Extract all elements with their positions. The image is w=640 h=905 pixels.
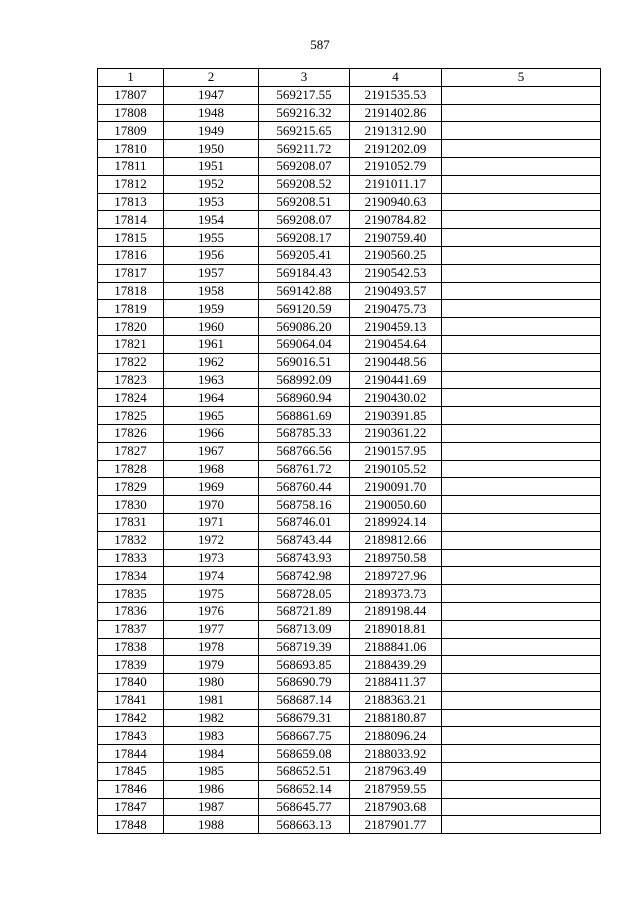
- table-cell: 569215.65: [259, 122, 350, 140]
- table-cell: 569142.88: [259, 282, 350, 300]
- table-row: [98, 602, 601, 620]
- table-cell: 2188033.92: [350, 745, 442, 763]
- table-cell: 569211.72: [259, 140, 350, 158]
- table-cell: 17822: [98, 353, 164, 371]
- table-cell: [442, 620, 601, 638]
- table-cell: 17836: [98, 602, 164, 620]
- table-cell: 17828: [98, 460, 164, 478]
- table-cell: 2190157.95: [350, 442, 442, 460]
- table-cell: 568721.89: [259, 602, 350, 620]
- table-cell: 2190091.70: [350, 478, 442, 496]
- table-row: [98, 86, 601, 104]
- table-cell: 17811: [98, 157, 164, 175]
- table-cell: 17830: [98, 496, 164, 514]
- table-row: [98, 140, 601, 158]
- table-cell: [442, 763, 601, 781]
- table-cell: 569120.59: [259, 300, 350, 318]
- table-cell: 1959: [164, 300, 259, 318]
- table-cell: 2187959.55: [350, 780, 442, 798]
- table-cell: 1949: [164, 122, 259, 140]
- table-row: [98, 407, 601, 425]
- table-cell: 2190441.69: [350, 371, 442, 389]
- column-header: 4: [350, 69, 442, 87]
- table-cell: 1964: [164, 389, 259, 407]
- table-cell: 1963: [164, 371, 259, 389]
- table-cell: 17844: [98, 745, 164, 763]
- table-cell: 1955: [164, 229, 259, 247]
- column-header: 2: [164, 69, 259, 87]
- table-cell: 569208.07: [259, 157, 350, 175]
- table-cell: 1947: [164, 86, 259, 104]
- table-cell: 1948: [164, 104, 259, 122]
- table-cell: 17824: [98, 389, 164, 407]
- table-cell: 568679.31: [259, 709, 350, 727]
- table-cell: 17809: [98, 122, 164, 140]
- table-row: [98, 763, 601, 781]
- table-cell: [442, 175, 601, 193]
- table-cell: [442, 122, 601, 140]
- table-cell: 1972: [164, 531, 259, 549]
- table-cell: 2189198.44: [350, 602, 442, 620]
- table-cell: 1975: [164, 585, 259, 603]
- table-cell: [442, 656, 601, 674]
- table-cell: 2190759.40: [350, 229, 442, 247]
- table-cell: 2190391.85: [350, 407, 442, 425]
- table-cell: 568742.98: [259, 567, 350, 585]
- table-cell: 17835: [98, 585, 164, 603]
- table-cell: 17821: [98, 335, 164, 353]
- table-row: [98, 246, 601, 264]
- table-cell: 17823: [98, 371, 164, 389]
- table-cell: 17841: [98, 691, 164, 709]
- table-cell: [442, 478, 601, 496]
- table-cell: 1979: [164, 656, 259, 674]
- table-cell: [442, 496, 601, 514]
- table-cell: 2188363.21: [350, 691, 442, 709]
- table-cell: [442, 602, 601, 620]
- table-cell: 2190459.13: [350, 318, 442, 336]
- table-cell: 1954: [164, 211, 259, 229]
- table-cell: [442, 318, 601, 336]
- table-cell: 1986: [164, 780, 259, 798]
- table-cell: 1957: [164, 264, 259, 282]
- table-cell: [442, 229, 601, 247]
- table-row: [98, 175, 601, 193]
- table-cell: 2189373.73: [350, 585, 442, 603]
- table-cell: [442, 353, 601, 371]
- table-cell: [442, 424, 601, 442]
- table-cell: 568663.13: [259, 816, 350, 834]
- table-cell: 17847: [98, 798, 164, 816]
- table-row: [98, 674, 601, 692]
- table-cell: [442, 816, 601, 834]
- table-cell: 568667.75: [259, 727, 350, 745]
- page-number: 587: [310, 37, 330, 52]
- table-row: [98, 798, 601, 816]
- table-cell: 17812: [98, 175, 164, 193]
- table-row: [98, 353, 601, 371]
- table-cell: 2191202.09: [350, 140, 442, 158]
- table-row: [98, 709, 601, 727]
- table-row: [98, 496, 601, 514]
- table-cell: 2191011.17: [350, 175, 442, 193]
- table-row: [98, 211, 601, 229]
- table-row: [98, 727, 601, 745]
- table-cell: [442, 442, 601, 460]
- table-cell: 1971: [164, 513, 259, 531]
- table-cell: 17817: [98, 264, 164, 282]
- table-cell: 2188411.37: [350, 674, 442, 692]
- table-cell: 1970: [164, 496, 259, 514]
- table-cell: 17807: [98, 86, 164, 104]
- table-cell: 1962: [164, 353, 259, 371]
- table-cell: [442, 282, 601, 300]
- table-cell: 17827: [98, 442, 164, 460]
- table-cell: 17837: [98, 620, 164, 638]
- table-cell: [442, 549, 601, 567]
- table-cell: [442, 745, 601, 763]
- table-row: [98, 620, 601, 638]
- table-cell: 2188096.24: [350, 727, 442, 745]
- table-cell: 17826: [98, 424, 164, 442]
- table-cell: 17813: [98, 193, 164, 211]
- table-cell: 2187901.77: [350, 816, 442, 834]
- table-cell: [442, 211, 601, 229]
- table-row: [98, 335, 601, 353]
- table-cell: 1960: [164, 318, 259, 336]
- table-cell: 1950: [164, 140, 259, 158]
- table-cell: [442, 531, 601, 549]
- table-cell: 2190050.60: [350, 496, 442, 514]
- coordinates-table: [97, 68, 601, 834]
- table-cell: 17843: [98, 727, 164, 745]
- table-row: [98, 549, 601, 567]
- table-cell: 2190940.63: [350, 193, 442, 211]
- table-cell: 568960.94: [259, 389, 350, 407]
- table-row: [98, 193, 601, 211]
- table-body: [98, 86, 601, 833]
- table-row: [98, 585, 601, 603]
- table-row: [98, 104, 601, 122]
- table-cell: 1980: [164, 674, 259, 692]
- table-cell: [442, 585, 601, 603]
- table-row: [98, 780, 601, 798]
- table-cell: [442, 460, 601, 478]
- table-cell: [442, 407, 601, 425]
- table-cell: 17840: [98, 674, 164, 692]
- table-cell: 17829: [98, 478, 164, 496]
- table-row: [98, 229, 601, 247]
- table-cell: 1956: [164, 246, 259, 264]
- table-cell: 568728.05: [259, 585, 350, 603]
- table-header-row: [98, 69, 601, 87]
- table-cell: 17839: [98, 656, 164, 674]
- table-row: [98, 478, 601, 496]
- table-cell: 568861.69: [259, 407, 350, 425]
- table-cell: [442, 691, 601, 709]
- table-cell: 17838: [98, 638, 164, 656]
- table-cell: [442, 567, 601, 585]
- table-cell: [442, 335, 601, 353]
- table-row: [98, 424, 601, 442]
- table-cell: 1984: [164, 745, 259, 763]
- table-cell: 17848: [98, 816, 164, 834]
- table-cell: 1987: [164, 798, 259, 816]
- table-cell: 1952: [164, 175, 259, 193]
- table-cell: 17846: [98, 780, 164, 798]
- table-cell: [442, 674, 601, 692]
- table-cell: 1988: [164, 816, 259, 834]
- table-row: [98, 300, 601, 318]
- column-header: 3: [259, 69, 350, 87]
- table-cell: 2190493.57: [350, 282, 442, 300]
- table-row: [98, 371, 601, 389]
- table-cell: 2191312.90: [350, 122, 442, 140]
- table-cell: 569208.51: [259, 193, 350, 211]
- table-cell: 1969: [164, 478, 259, 496]
- table-cell: 568719.39: [259, 638, 350, 656]
- table-cell: 568758.16: [259, 496, 350, 514]
- table-cell: 2187963.49: [350, 763, 442, 781]
- table-cell: [442, 264, 601, 282]
- table-cell: 17814: [98, 211, 164, 229]
- table-cell: 1951: [164, 157, 259, 175]
- table-cell: 17834: [98, 567, 164, 585]
- table-cell: [442, 157, 601, 175]
- table-cell: [442, 709, 601, 727]
- table-cell: 17816: [98, 246, 164, 264]
- table-cell: 568746.01: [259, 513, 350, 531]
- table-cell: 2189018.81: [350, 620, 442, 638]
- table-row: [98, 264, 601, 282]
- table-row: [98, 157, 601, 175]
- table-cell: 2190361.22: [350, 424, 442, 442]
- table-cell: 569208.07: [259, 211, 350, 229]
- table-cell: [442, 638, 601, 656]
- table-cell: 569184.43: [259, 264, 350, 282]
- table-cell: 2190475.73: [350, 300, 442, 318]
- table-cell: 1978: [164, 638, 259, 656]
- table-cell: 1965: [164, 407, 259, 425]
- table-cell: 17833: [98, 549, 164, 567]
- table-cell: [442, 389, 601, 407]
- table-cell: 569086.20: [259, 318, 350, 336]
- table-cell: 2189812.66: [350, 531, 442, 549]
- table-row: [98, 638, 601, 656]
- table-cell: [442, 513, 601, 531]
- table-cell: 568743.93: [259, 549, 350, 567]
- table-cell: 2187903.68: [350, 798, 442, 816]
- table-cell: 2191052.79: [350, 157, 442, 175]
- table-cell: 568652.14: [259, 780, 350, 798]
- table-cell: [442, 86, 601, 104]
- column-header: 5: [442, 69, 601, 87]
- table-row: [98, 531, 601, 549]
- table-row: [98, 282, 601, 300]
- table-row: [98, 122, 601, 140]
- table-cell: 17845: [98, 763, 164, 781]
- table-row: [98, 745, 601, 763]
- table-cell: 2188439.29: [350, 656, 442, 674]
- table-cell: 568760.44: [259, 478, 350, 496]
- table-cell: 1953: [164, 193, 259, 211]
- table-cell: 2190105.52: [350, 460, 442, 478]
- table-cell: 2191402.86: [350, 104, 442, 122]
- table-cell: 1973: [164, 549, 259, 567]
- table-cell: 1958: [164, 282, 259, 300]
- table-cell: 568659.08: [259, 745, 350, 763]
- table-cell: 2189924.14: [350, 513, 442, 531]
- table-cell: [442, 780, 601, 798]
- table-cell: 568687.14: [259, 691, 350, 709]
- table-cell: 2190784.82: [350, 211, 442, 229]
- table-cell: 17810: [98, 140, 164, 158]
- table-cell: 17808: [98, 104, 164, 122]
- table-cell: 568713.09: [259, 620, 350, 638]
- table-cell: 2190430.02: [350, 389, 442, 407]
- table-cell: 568743.44: [259, 531, 350, 549]
- table-cell: 17820: [98, 318, 164, 336]
- table-cell: 2191535.53: [350, 86, 442, 104]
- table-row: [98, 513, 601, 531]
- table-cell: 1974: [164, 567, 259, 585]
- table-cell: 569208.52: [259, 175, 350, 193]
- table-cell: 2190560.25: [350, 246, 442, 264]
- table-cell: [442, 727, 601, 745]
- table-cell: 2190448.56: [350, 353, 442, 371]
- table-cell: 1976: [164, 602, 259, 620]
- table-cell: [442, 193, 601, 211]
- table-cell: 2188180.87: [350, 709, 442, 727]
- table-cell: 1966: [164, 424, 259, 442]
- table-cell: 17831: [98, 513, 164, 531]
- table-cell: 568690.79: [259, 674, 350, 692]
- table-cell: 2190542.53: [350, 264, 442, 282]
- table-cell: [442, 371, 601, 389]
- table-cell: 1982: [164, 709, 259, 727]
- table-cell: 1983: [164, 727, 259, 745]
- table-cell: 569216.32: [259, 104, 350, 122]
- table-cell: 569205.41: [259, 246, 350, 264]
- table-row: [98, 460, 601, 478]
- column-header: 1: [98, 69, 164, 87]
- table-cell: 568693.85: [259, 656, 350, 674]
- table-cell: 17818: [98, 282, 164, 300]
- table-cell: [442, 104, 601, 122]
- table-cell: [442, 246, 601, 264]
- table-cell: [442, 798, 601, 816]
- table-cell: 569208.17: [259, 229, 350, 247]
- table-cell: 17832: [98, 531, 164, 549]
- table-cell: 568766.56: [259, 442, 350, 460]
- table-cell: 17819: [98, 300, 164, 318]
- table-cell: 568785.33: [259, 424, 350, 442]
- table-cell: 1981: [164, 691, 259, 709]
- table-cell: 1985: [164, 763, 259, 781]
- table-row: [98, 816, 601, 834]
- table-cell: 1968: [164, 460, 259, 478]
- table-cell: 17842: [98, 709, 164, 727]
- table-cell: 1977: [164, 620, 259, 638]
- table-cell: 2190454.64: [350, 335, 442, 353]
- table-cell: 17825: [98, 407, 164, 425]
- table-row: [98, 389, 601, 407]
- table-cell: 568761.72: [259, 460, 350, 478]
- table-cell: 568992.09: [259, 371, 350, 389]
- table-cell: [442, 300, 601, 318]
- table-cell: 2189727.96: [350, 567, 442, 585]
- table-cell: 2188841.06: [350, 638, 442, 656]
- table-row: [98, 318, 601, 336]
- table-cell: 568652.51: [259, 763, 350, 781]
- table-cell: 1967: [164, 442, 259, 460]
- table-cell: 569016.51: [259, 353, 350, 371]
- table-cell: 569217.55: [259, 86, 350, 104]
- table-cell: 569064.04: [259, 335, 350, 353]
- table-cell: 2189750.58: [350, 549, 442, 567]
- table-cell: 568645.77: [259, 798, 350, 816]
- table-cell: [442, 140, 601, 158]
- table-row: [98, 567, 601, 585]
- table-row: [98, 442, 601, 460]
- table-cell: 1961: [164, 335, 259, 353]
- table-row: [98, 691, 601, 709]
- table-row: [98, 656, 601, 674]
- table-cell: 17815: [98, 229, 164, 247]
